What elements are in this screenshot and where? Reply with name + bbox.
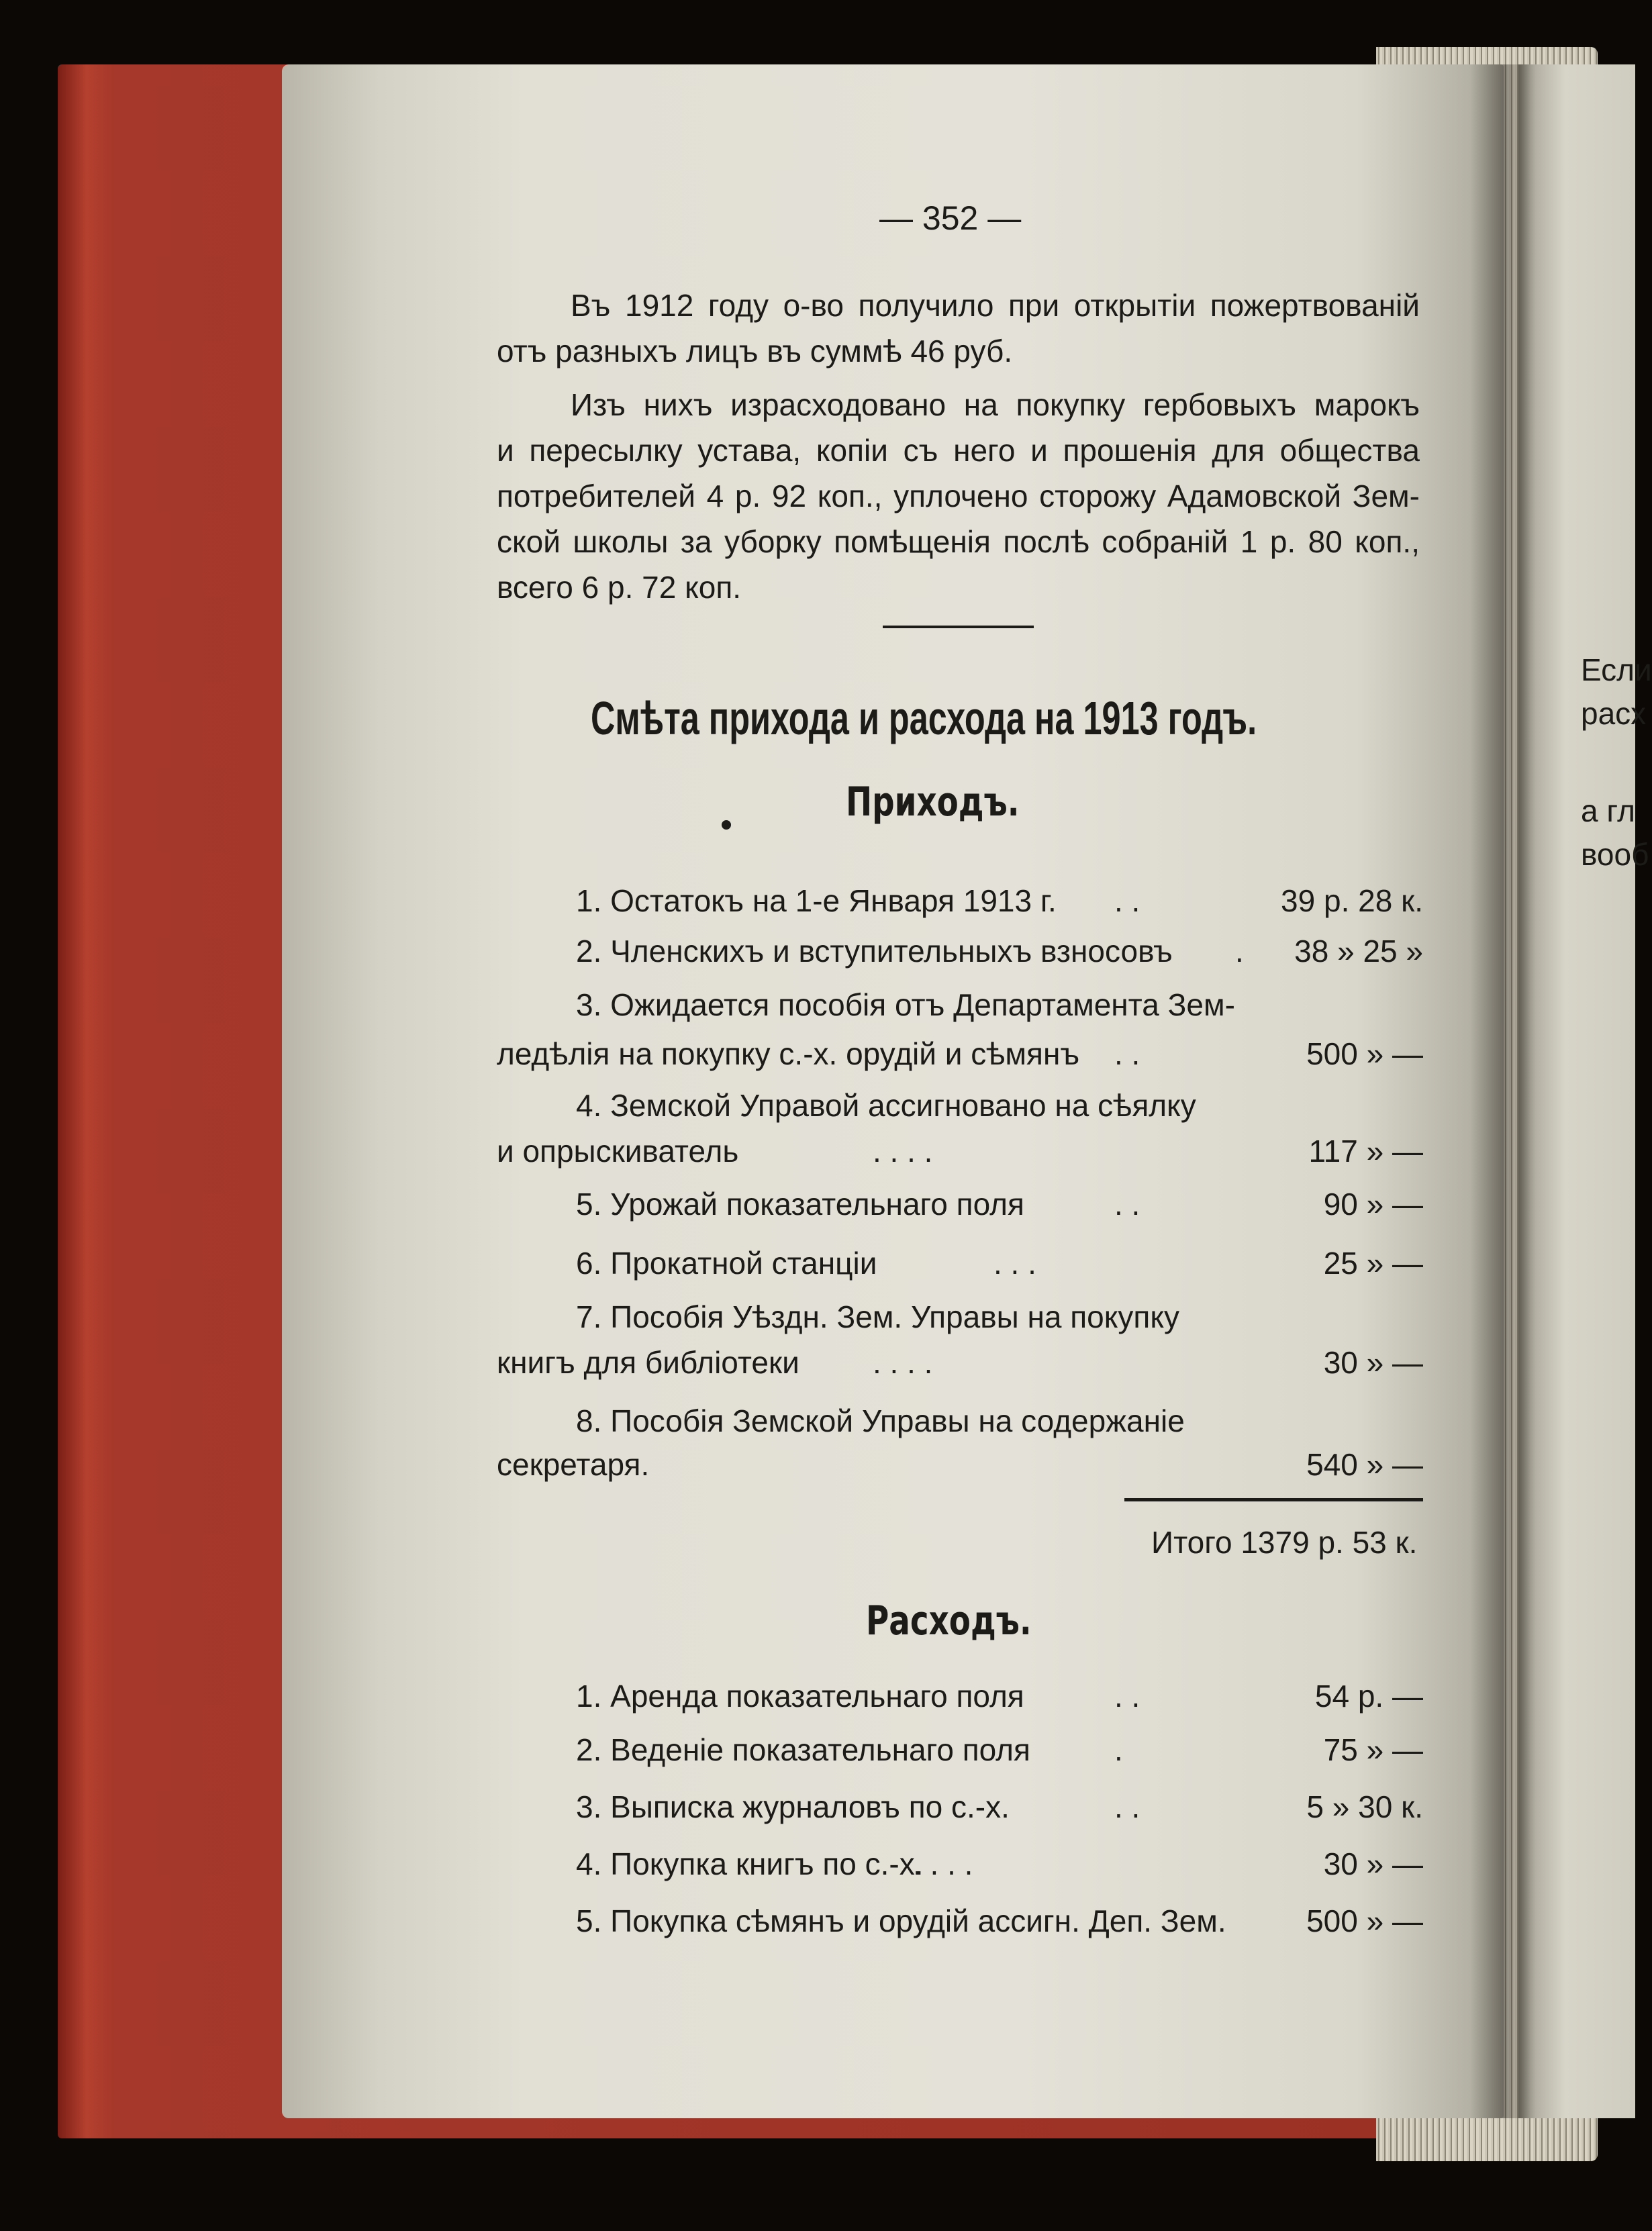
- income-heading: Приходъ.: [846, 779, 1020, 826]
- paragraph-line: отъ разныхъ лицъ въ суммѣ 46 руб.: [497, 334, 1013, 368]
- paragraph-line: Въ 1912 году о-во получило при открытіи пожертвованій: [571, 288, 1420, 323]
- book-gutter: [1470, 64, 1530, 2118]
- total-rule: [1124, 1498, 1423, 1501]
- paragraph-line: ской школы за уборку помѣщенія послѣ собраній 1 р. 80 коп.,: [497, 524, 1420, 559]
- right-fragment: расх: [1581, 696, 1647, 731]
- right-page: [1518, 64, 1635, 2118]
- budget-title: Смѣта прихода и расхода на 1913 годъ.: [591, 692, 1257, 744]
- ink-dot: [722, 820, 731, 830]
- paragraph-line: и пересылку устава, копіи съ него и прошенія для общества: [497, 433, 1420, 468]
- right-fragment: вооб: [1581, 837, 1649, 872]
- expense-heading: Расходъ.: [866, 1597, 1032, 1644]
- page-number: — 352 —: [879, 199, 1022, 237]
- paragraph-line: всего 6 р. 72 коп.: [497, 570, 742, 605]
- right-fragment: Если: [1581, 652, 1652, 687]
- income-total: Итого 1379 р. 53 к.: [1151, 1525, 1418, 1560]
- paragraph-line: Изъ нихъ израсходовано на покупку гербовыхъ марокъ: [571, 387, 1420, 422]
- section-divider: [883, 626, 1034, 628]
- right-fragment: а гл: [1581, 793, 1635, 828]
- paragraph-line: потребителей 4 р. 92 коп., уплочено сторожу Адамовской Зем-: [497, 479, 1420, 513]
